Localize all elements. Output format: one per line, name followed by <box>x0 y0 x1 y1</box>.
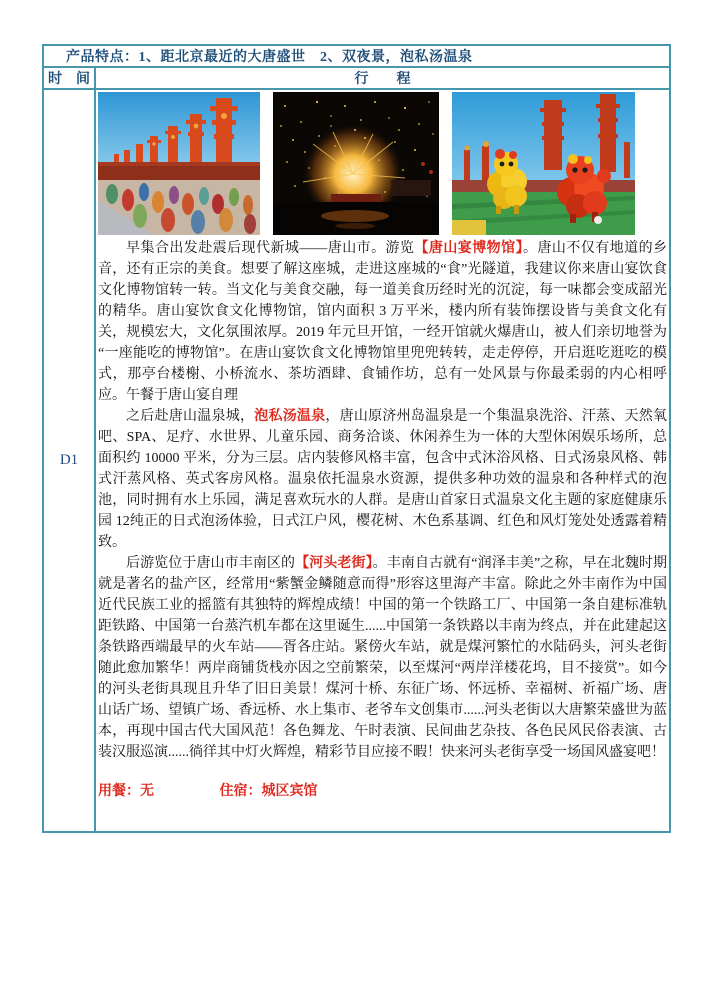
paragraph-hot-spring <box>98 406 667 553</box>
meals-lodging-line <box>98 780 667 800</box>
trip-column-header <box>96 68 669 88</box>
day-cell <box>44 90 96 831</box>
paragraph-text: 。唐山不仅有地道的乡音，还有正宗的美食。想要了解这座城，走进这座城的“食”光隧道，我建议你来唐山宴饮食文化博物馆转一转。当文化与美食交融，每一道美食历经时光的沉淀，每一味都会变成韶光的精华。唐山宴饮食文化博物馆，馆内面积 3 万平米，楼内所有装饰摆设皆与美食文化有关，规模宏大，文化氛围浓厚。2019 年元旦开馆，一经开馆就火爆唐山，被人们亲切地誉为“一座能吃的博物馆”。在唐山宴饮食文化博物馆里兜兜转转，走走停停，开启逛吃逛吃的模式，那亭台楼榭、小桥流水、茶坊酒肆、食铺作坊，总有一处风景与你最柔弱的内心相呼应。午餐于唐山宴自理 <box>98 241 668 403</box>
column-header-row <box>44 68 669 90</box>
paragraph-tangshan-museum <box>98 238 667 406</box>
trip-column-label: 行 程 <box>354 72 411 87</box>
product-features-text: 产品特点：1、距北京最近的大唐盛世 2、双夜景，泡私汤温泉 <box>66 50 473 65</box>
paragraph-text: 早集合出发赴震后现代新城——唐山市。游览 <box>126 241 415 256</box>
highlight-private-hot-spring: 泡私汤温泉 <box>254 409 326 424</box>
product-features-row <box>44 46 669 68</box>
itinerary-table <box>42 44 671 833</box>
lodging-info: 住宿：城区宾馆 <box>219 784 318 799</box>
photo-strip <box>98 92 667 235</box>
highlight-tangshan-yan-museum: 【唐山宴博物馆】 <box>414 241 524 256</box>
paragraph-text: 之后赴唐山温泉城， <box>126 409 255 424</box>
tangshan-parade-daytime-photo <box>98 92 260 235</box>
molten-iron-fireworks-night-photo <box>273 92 439 235</box>
meals-info: 用餐：无 <box>98 784 154 799</box>
time-column-label: 时 间 <box>48 72 90 87</box>
time-column-header <box>44 68 96 88</box>
paragraph-text: 后游览位于唐山市丰南区的 <box>126 556 296 571</box>
day-label: D1 <box>59 452 79 468</box>
day1-itinerary-cell <box>96 90 669 831</box>
lion-dance-performance-photo <box>452 92 635 235</box>
paragraph-text: ，唐山原济州岛温泉是一个集温泉洗浴、汗蒸、天然氧吧、SPA、足疗、水世界、儿童乐园、商务洽谈、休闲养生为一体的大型休闲娱乐场所，总面积约 10000 平米，分为三层。店内装修风格丰富，包含中式沐浴风格、日式汤泉风格、韩式汗蒸风格、英式客房风格。温泉依托温泉水资源，提供多种功效的温泉和各种样式的泡池，同时拥有水上乐园，满足喜欢玩水的人群。是唐山首家日式温泉文化主题的家庭健康乐园 12纯正的日式泡汤体验，日式江户风，樱花树、木色系基调、红色和风灯笼处处透露着精致。 <box>98 409 668 550</box>
paragraph-text: 。丰南自古就有“润泽丰美”之称，早在北魏时期就是著名的盐产区，经常用“紫蟹金鳞随意而得”形容这里海产丰富。除此之外丰南作为中国近代民族工业的摇篮有其独特的辉煌成绩！中国的第一个铁路工厂、中国第一条自建标准轨距铁路、中国第一台蒸汽机车都在这里诞生......中国第一条铁路以丰南为终点，并在此建起这条铁路西端最早的火车站——胥各庄站。紧傍火车站，就是煤河繁忙的水陆码头，河头老街随此愈加繁华！两岸商铺货栈亦因之空前繁荣，以至煤河“两岸洋楼花坞，目不接赏”。如今的河头老街具现且升华了旧日美景！煤河十桥、东征广场、怀远桥、幸福树、祈福广场、唐山话广场、望镇广场、香远桥、水上集市、老爷车文创集市......河头老街以大唐繁荣盛世为蓝本，再现中国古代大国风范！各色舞龙、午时表演、民间曲艺杂技、各色民风民俗表演、古装汉服巡演......徜徉其中灯火辉煌，精彩节目应接不暇！快来河头老街享受一场国风盛宴吧！ <box>98 556 668 760</box>
highlight-hetou-old-street: 【河头老街】 <box>295 556 373 571</box>
paragraph-hetou-old-street <box>98 553 667 763</box>
day1-row <box>44 90 669 831</box>
